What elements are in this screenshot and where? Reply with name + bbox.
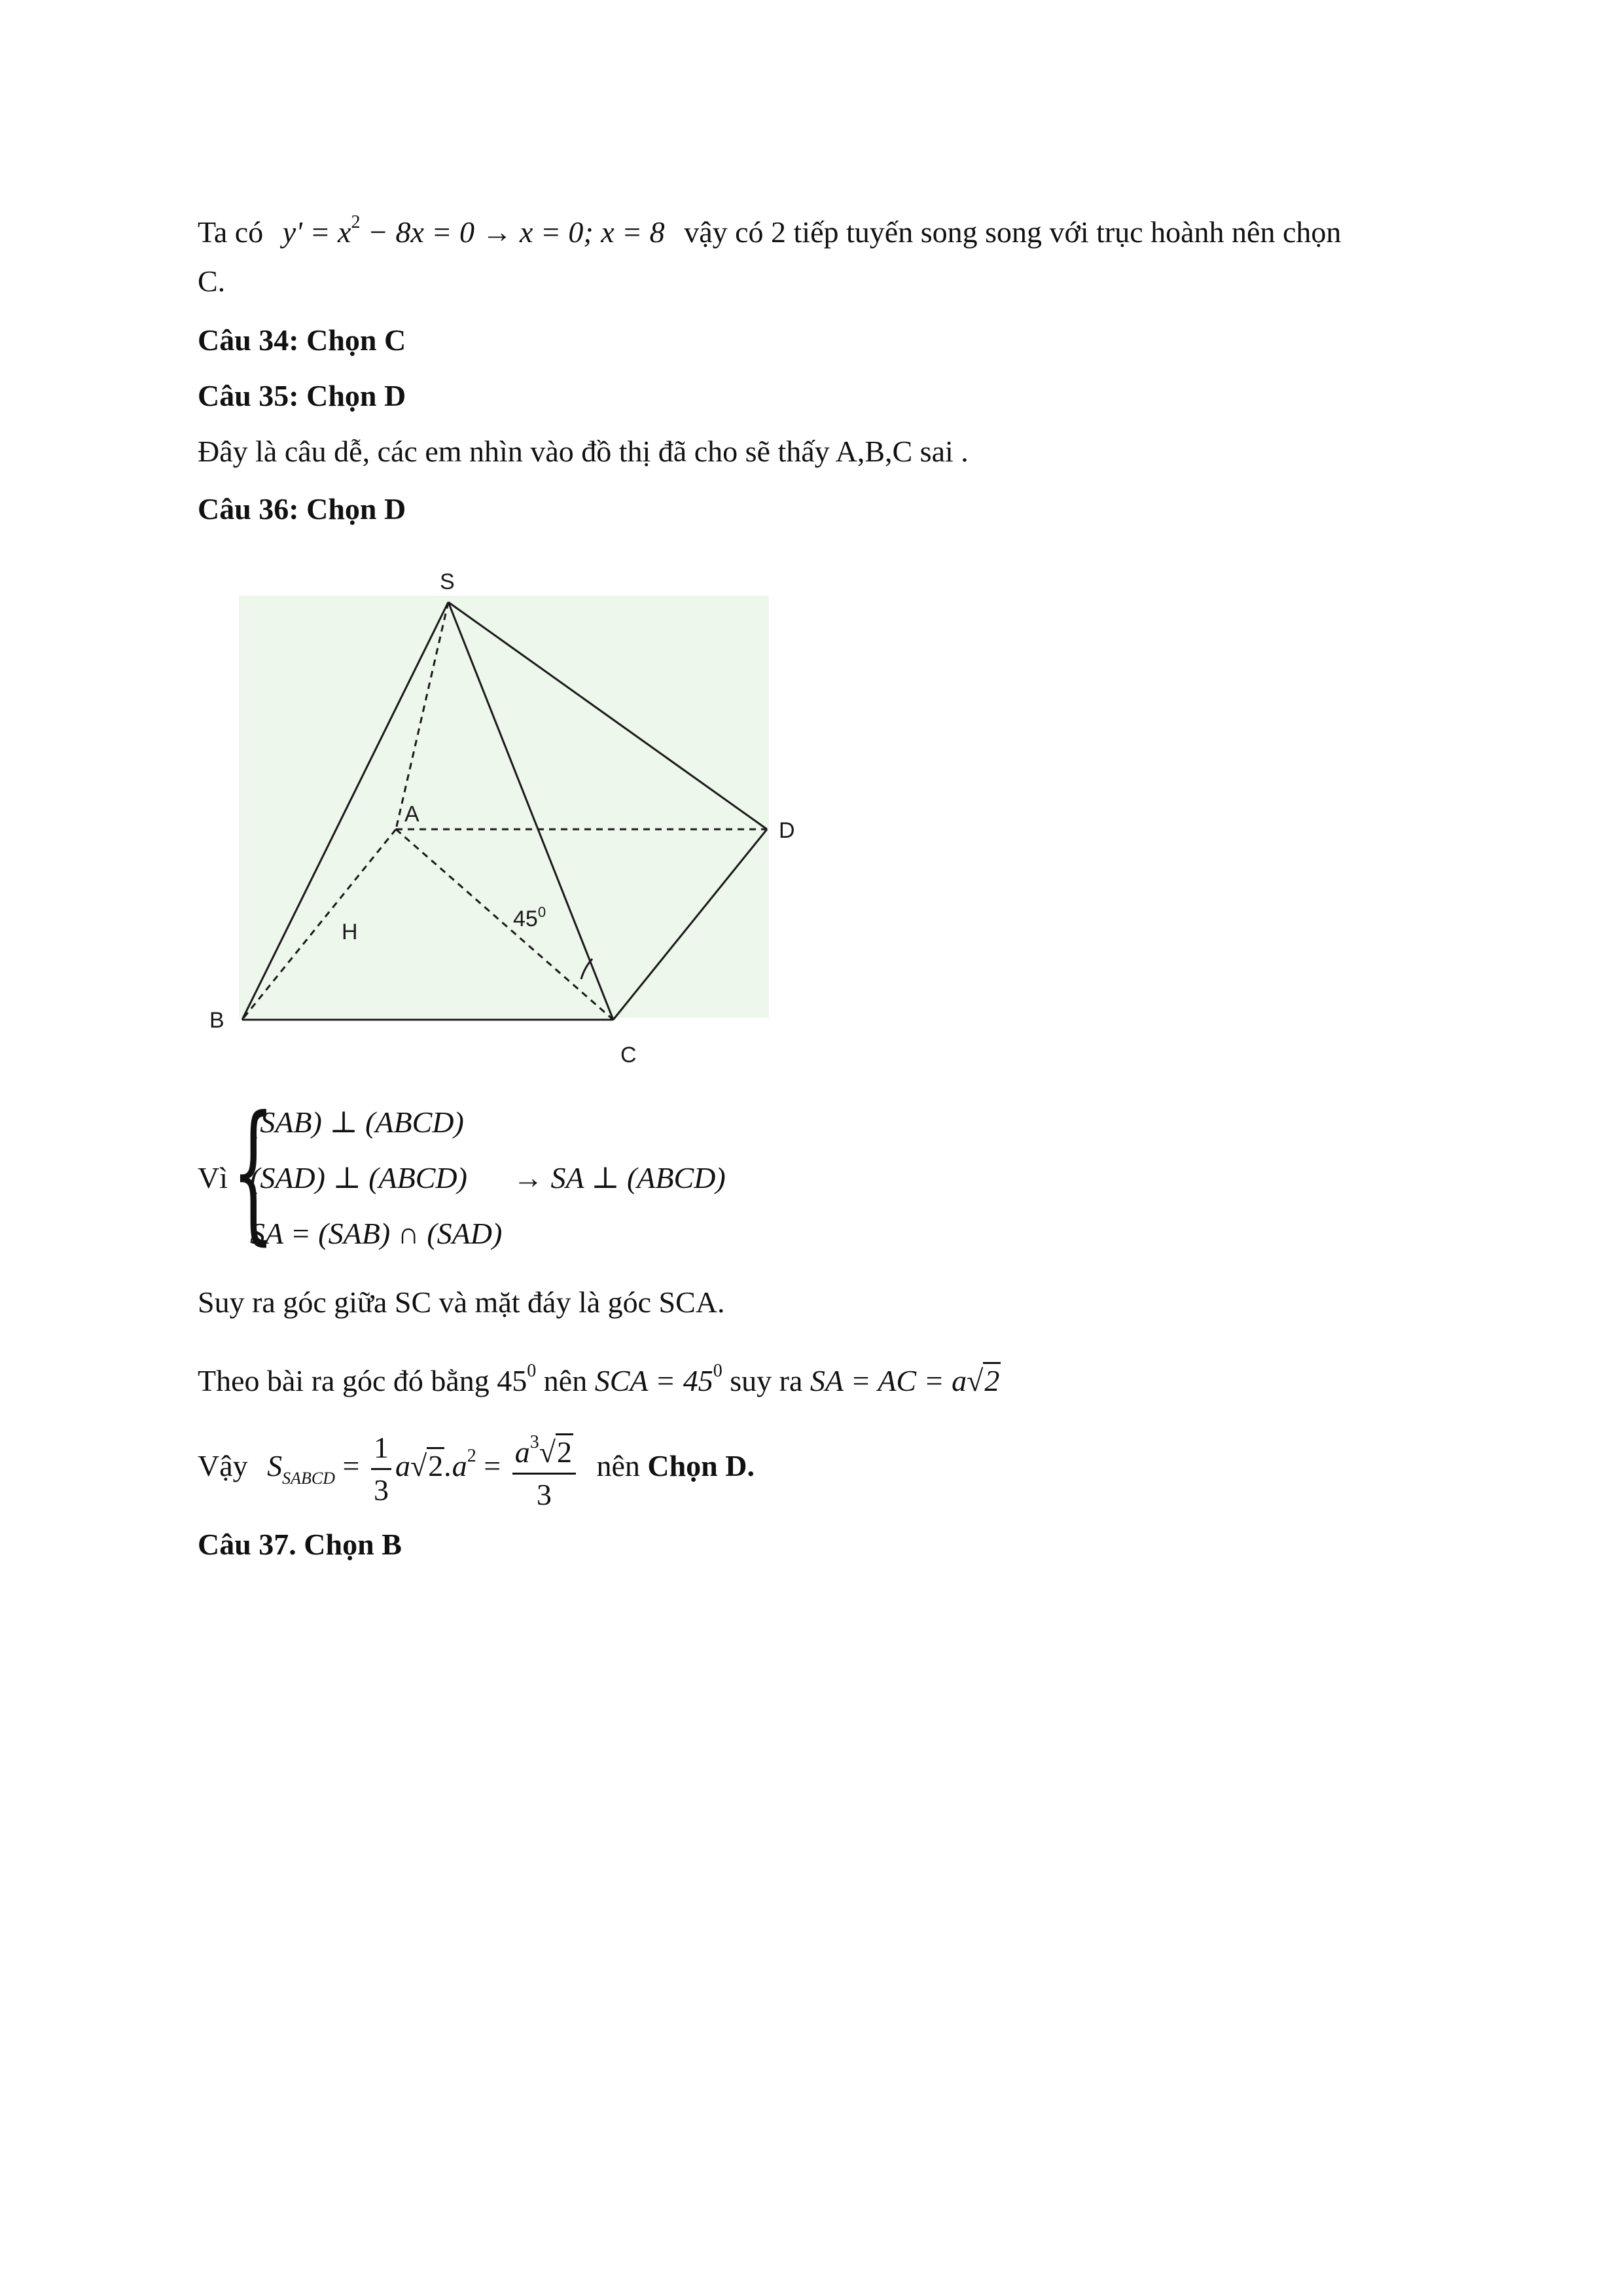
- math-volume: $S_{SABCD}$: [267, 1449, 336, 1488]
- label-c: C: [620, 1043, 637, 1067]
- line-c: C.: [198, 264, 226, 298]
- system-row-1: (SAB) ⊥ (ABCD): [250, 1105, 464, 1139]
- heading-cau-36: Câu 36: Chọn D: [198, 492, 406, 526]
- math-sa-ac: SA = AC = a√2: [810, 1364, 1001, 1397]
- line-derivative: [198, 203, 1341, 252]
- line-volume: Vậy $S_{SABCD}$ = $\frac{1}{3}$ $a√2.a^2$ = $\frac{a^3√2}{3}$ nên Chọn D.: [198, 1407, 755, 1505]
- label-s: S: [440, 569, 455, 594]
- heading-cau-35: Câu 35: Chọn D: [198, 379, 406, 412]
- label-b: B: [209, 1008, 224, 1033]
- line-theo-bai-ra: Theo bài ra góc đó bằng $45^0$ nên SCA = $45^0$ suy ra SA = AC = a√2: [198, 1361, 1000, 1397]
- label-a: A: [404, 802, 419, 827]
- heading-cau-37: Câu 37. Chọn B: [198, 1528, 402, 1561]
- label-h: H: [342, 920, 358, 944]
- label-d: D: [779, 818, 795, 843]
- fraction-one-third: $\frac{1}{3}$: [371, 1427, 391, 1511]
- perpendicular-system: [198, 1085, 1114, 1276]
- diagram-panel: [239, 596, 769, 1018]
- system-row-3: SA = (SAB) ∩ (SAD): [250, 1217, 503, 1250]
- heading-cau-34: Câu 34: Chọn C: [198, 323, 406, 357]
- text-vi: Vì: [198, 1161, 228, 1194]
- math-derivative: $y' = x^2 - 8x = 0 \to x = 0$; x = 8: [282, 212, 665, 249]
- label-angle: $45^0$: [513, 904, 546, 931]
- text-conclusion: vậy có 2 tiếp tuyến song song với trục hoành nên chọn: [684, 215, 1342, 249]
- pyramid-diagram: [196, 560, 825, 1083]
- text-ta-co: Ta có: [198, 215, 264, 249]
- text-suy-ra: Suy ra góc giữa SC và mặt đáy là góc SCA.: [198, 1285, 725, 1319]
- math-angle-sca: SCA = $45^0$: [594, 1361, 722, 1397]
- text-cau-35-explanation: Đây là câu dễ, các em nhìn vào đồ thị đã cho sẽ thấy A,B,C sai .: [198, 435, 969, 468]
- system-row-2: (SAD) ⊥ (ABCD) → SA ⊥ (ABCD): [250, 1161, 726, 1194]
- fraction-result: $\frac{a^3√2}{3}$: [512, 1422, 576, 1515]
- system-brace: {: [232, 1085, 275, 1259]
